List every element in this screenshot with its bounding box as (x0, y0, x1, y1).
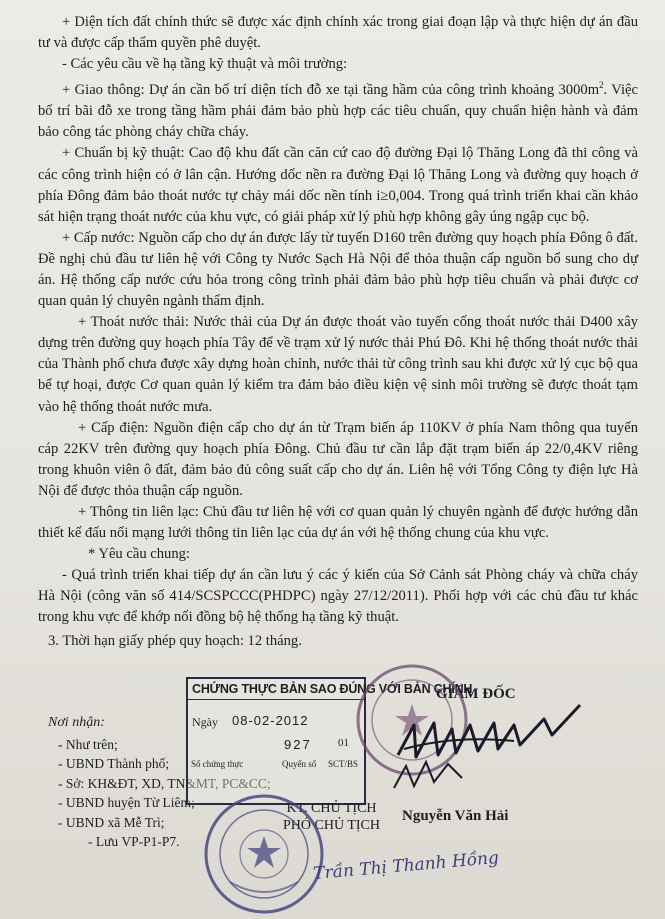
city-official-seal-icon (200, 790, 328, 918)
certification-book-label: Quyển số (282, 759, 317, 769)
wastewater-paragraph: + Thoát nước thải: Nước thải của Dự án được thoát vào tuyến cống thoát nước thải D400 xây dựng trên đường quy hoạch phía Tây để về trạm xử lý nước thải Phú Đô. Khi hệ thống thoát nước thải của Thành phố chưa được xây dựng hoàn chỉnh, nước thải từ công trình sau khi được xử lý cục bộ qua bể tự hoại, được Cơ quan quản lý kiểm tra đảm bảo điều kiện vệ sinh môi trường sẽ được thoát tạm vào hệ thống thoát nước mưa. (38, 314, 638, 415)
certification-date: 08-02-2012 (232, 713, 309, 728)
traffic-text-a: + Giao thông: Dự án cần bố trí diện tích đỗ xe tại tầng hầm của công trình khoảng 3000m (62, 82, 600, 99)
certification-heading: CHỨNG THỰC BẢN SAO ĐÚNG VỚI BẢN CHÍNH (188, 679, 364, 700)
permit-term-line: 3. Thời hạn giấy phép quy hoạch: 12 tháng. (48, 632, 302, 649)
recipient-item: - UBND Thành phố; (58, 756, 170, 771)
land-area-paragraph: + Diện tích đất chính thức sẽ được xác định chính xác trong giai đoạn lập và thực hiện dự án đầu tư và được cấp thẩm quyền phê duyệt. (38, 14, 638, 52)
certification-extra: 01 (338, 737, 349, 749)
director-title: GIÁM ĐỐC (436, 686, 516, 702)
vice-chair-name: Trần Thị Thanh Hồng (312, 847, 500, 885)
recipient-item: - Lưu VP-P1-P7. (88, 834, 180, 849)
recipient-item: - UBND huyện Từ Liêm; (58, 795, 195, 810)
infrastructure-requirements-heading: - Các yêu cầu về hạ tầng kỹ thuật và môi trường: (62, 56, 348, 73)
general-requirements-paragraph: - Quá trình triển khai tiếp dự án cần lưu ý các ý kiến của Sở Cảnh sát Phòng cháy và chữa cháy Hà Nội (công văn số 414/SCSPCCC(PHDPC) ngày 27/12/2011). Phối hợp với các chủ đầu tư khác trong khu vực để khớp nối đồng bộ hệ thống hạ tầng kỹ thuật. (38, 567, 638, 626)
power-supply-paragraph: + Cấp điện: Nguồn điện cấp cho dự án từ Trạm biến áp 110KV ở phía Nam thông qua tuyến cáp 22KV trên đường quy hoạch phía Đông. Chủ đầu tư cần lắp đặt trạm biến áp 22/0,4KV riêng trong khuôn viên ô đất, đảm bảo đủ công suất cấp cho dự án. Liên hệ với Tổng Công ty điện lực Hà Nội để được thỏa thuận cấp nguồn. (38, 419, 638, 499)
traffic-superscript: 2 (599, 80, 604, 91)
kt-chairman-label: KT. CHỦ TỊCH (286, 801, 377, 816)
certification-reg-label: Số chứng thực (191, 759, 244, 769)
vice-chairman-label: PHÓ CHỦ TỊCH (283, 818, 380, 833)
certification-number: 927 (284, 737, 312, 752)
water-supply-paragraph: + Cấp nước: Nguồn cấp cho dự án được lấy từ tuyến D160 trên đường quy hoạch phía Đông ô đất. Đề nghị chủ đầu tư liên hệ với Công ty Nước Sạch Hà Nội để thỏa thuận cấp nguồn bổ sung cho dự án. Hệ thống cấp nước cứu hỏa trong công trình phải đảm bảo phù hợp tiêu chuẩn và phải được cơ quan quản lý chuyên ngành thẩm định. (38, 229, 638, 310)
traffic-text-b: . Việc bố trí bãi đỗ xe trong tầng hầm phải đảm bảo phù hợp các tiêu chuẩn, quy chuẩn hiện hành và đảm bảo công tác phòng cháy chữa cháy. (38, 82, 638, 141)
recipient-item: - Sở: KH&ĐT, XD, TN&MT, PC&CC; (58, 775, 271, 791)
telecom-paragraph: + Thông tin liên lạc: Chủ đầu tư liên hệ với cơ quan quản lý chuyên ngành để được hướng dẫn thiết kế đấu nối mạng lưới thông tin liên lạc của dự án với hệ thống chung của khu vực. (38, 504, 638, 542)
site-preparation-paragraph: + Chuẩn bị kỹ thuật: Cao độ khu đất cần căn cứ cao độ đường Đại lộ Thăng Long đã thi công và các công trình hiện có ở lân cận. Hướng dốc nền ra đường Đại lộ Thăng Long và đường quy hoạch ở phía Đông đảm bảo thoát nước tự chảy mái dốc nền tính i≥0,004. Trong quá trình triển khai cần khảo sát hiện trạng thoát nước của khu vực, có giải pháp xử lý phù hợp không gây úng ngập cục bộ. (38, 145, 638, 225)
general-requirements-heading: * Yêu cầu chung: (88, 546, 190, 563)
traffic-paragraph (38, 75, 638, 143)
certification-stamp (186, 677, 473, 805)
vice-chair-signature-icon (388, 752, 468, 802)
recipient-item: - UBND xã Mễ Trì; (58, 814, 165, 830)
body-text (38, 12, 638, 652)
recipients-title: Nơi nhận: (48, 715, 105, 730)
certification-book-code: SCT/BS (328, 759, 359, 769)
recipient-item: - Như trên; (58, 736, 118, 752)
director-name: Nguyễn Văn Hải (402, 808, 509, 824)
certification-date-label: Ngày (192, 715, 218, 729)
